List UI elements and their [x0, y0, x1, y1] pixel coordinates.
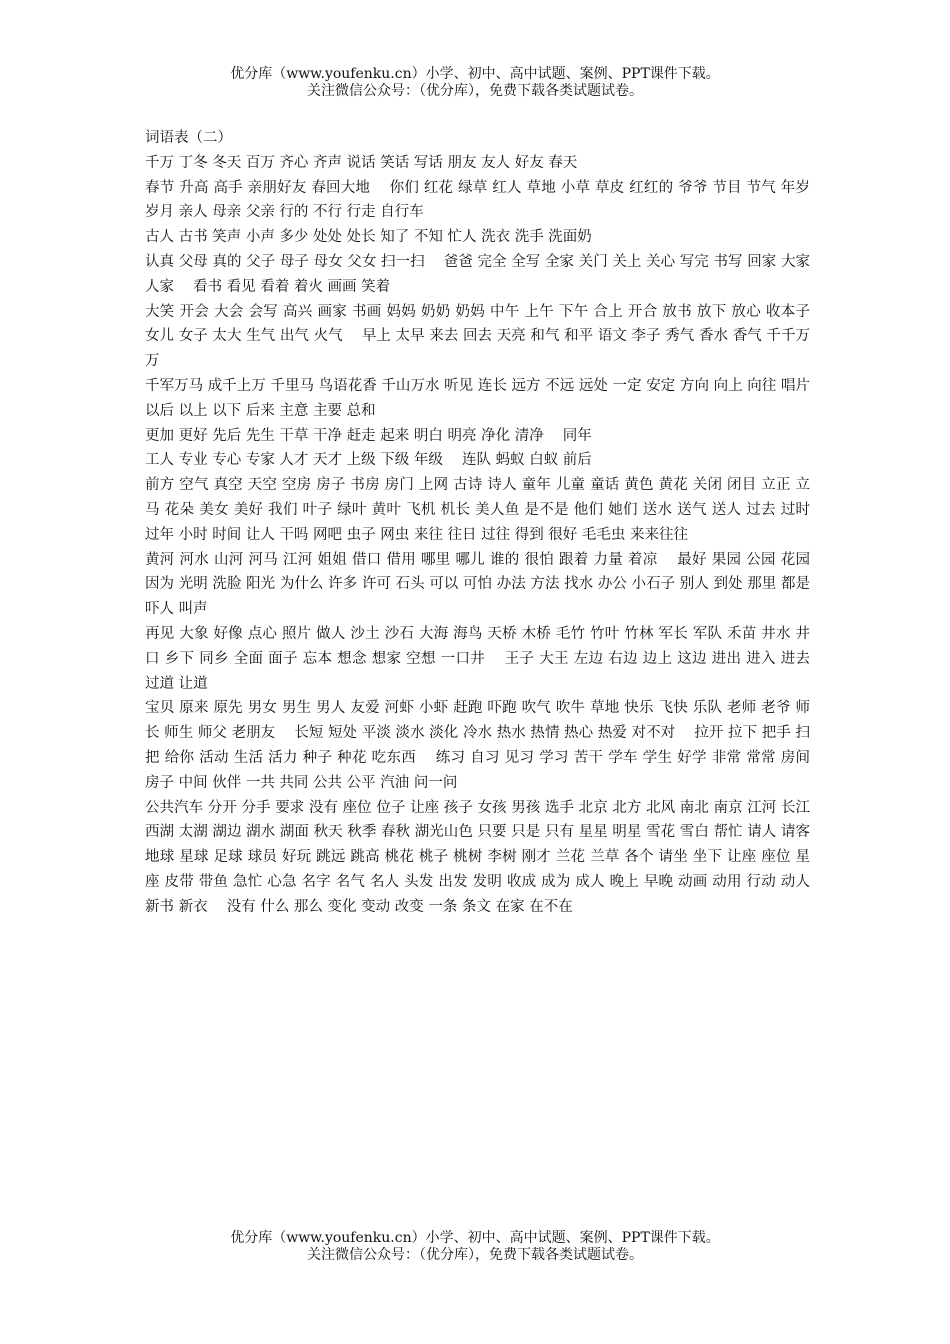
document-body — [145, 126, 830, 920]
word-list-paragraph: 千万 丁冬 冬天 百万 齐心 齐声 说话 笑话 写话 朋友 友人 好友 春天 — [145, 154, 578, 171]
word-list-paragraph: 黄河 河水 山河 河马 江河 姐姐 借口 借用 哪里 哪儿 谁的 很怕 跟着 力量 着凉 最好 果园 公园 花园 因为 光明 洗脸 阳光 为什么 许多 许可 石头 可以 可怕 办法 方法 找水 办公 小石子 别人 到处 那里 都是 吓人 叫声 — [145, 551, 810, 618]
word-list-paragraph: 前方 空气 真空 天空 空房 房子 书房 房门 上网 古诗 诗人 童年 儿童 童话 黄色 黄花 关闭 闭目 立正 立马 花朵 美女 美好 我们 叶子 绿叶 黄叶 飞机 机长 美人鱼 是不是 他们 她们 送水 送气 送人 过去 过时 过年 小时 时间 让人 干吗 网吧 虫子 网虫 来往 往日 过往 得到 很好 毛毛虫 来来往往 — [145, 477, 810, 543]
word-list-paragraph: 公共汽车 分开 分手 要求 没有 座位 位子 让座 孩子 女孩 男孩 选手 北京 北方 北风 南北 南京 江河 长江 西湖 太湖 湖边 湖水 湖面 秋天 秋季 春秋 湖光山色 只要 只是 只有 星星 明星 雪花 雪白 帮忙 请人 请客 地球 星球 足球 球员 好玩 跳远 跳高 桃花 桃子 桃树 李树 刚才 兰花 兰草 各个 请坐 坐下 让座 座位 星座 皮带 带鱼 急忙 心急 名字 名气 名人 头发 出发 发明 收成 成为 成人 晚上 早晚 动画 动用 行动 动人 新书 新衣 没有 什么 那么 变化 变动 改变 一条 条文 在家 在不在 — [145, 799, 810, 915]
footer-line-1: 优分库（www.youfenku.cn）小学、初中、高中试题、案例、PPT课件下载。 — [230, 1230, 720, 1246]
word-list-paragraph: 古人 古书 笑声 小声 多少 处处 处长 知了 不知 忙人 洗衣 洗手 洗面奶 — [145, 229, 592, 246]
word-list-paragraph: 千军万马 成千上万 千里马 鸟语花香 千山万水 听见 连长 远方 不远 远处 一定 安定 方向 向上 向往 唱片 以后 以上 以下 后来 主意 主要 总和 — [145, 377, 830, 419]
footer-line-2: 关注微信公众号：（优分库），免费下载各类试题试卷。 — [307, 1247, 643, 1263]
document-title: 词语表（二） — [145, 130, 232, 146]
word-list-paragraph: 再见 大象 好像 点心 照片 做人 沙土 沙石 大海 海鸟 天桥 木桥 毛竹 竹叶 竹林 军长 军队 禾苗 井水 井口 乡下 同乡 全面 面子 忘本 想念 想家 空想 一口井 王子 大王 左边 右边 边上 这边 进出 进入 进去 过道 让道 — [145, 625, 810, 692]
page-header — [0, 66, 950, 100]
header-line-2: 关注微信公众号：（优分库），免费下载各类试题试卷。 — [307, 83, 643, 99]
page-footer — [0, 1230, 950, 1264]
word-list-paragraph: 认真 父母 真的 父子 母子 母女 父女 扫一扫 爸爸 完全 全写 全家 关门 关上 关心 写完 书写 回家 大家 人家 看书 看见 看着 着火 画画 笑着 — [145, 253, 810, 295]
header-line-1: 优分库（www.youfenku.cn）小学、初中、高中试题、案例、PPT课件下载。 — [230, 66, 720, 82]
word-list-paragraph: 工人 专业 专心 专家 人才 天才 上级 下级 年级 连队 蚂蚁 白蚁 前后 — [145, 452, 592, 469]
word-list-paragraph: 更加 更好 先后 先生 干草 干净 赶走 起来 明白 明亮 净化 清净 同年 — [145, 427, 592, 444]
word-list-paragraph: 大笑 开会 大会 会写 高兴 画家 书画 妈妈 奶奶 奶妈 中午 上午 下午 合上 开合 放书 放下 放心 收本子 女儿 女子 太大 生气 出气 火气 早上 太早 来去 回去 天亮 和气 和平 语文 李子 秀气 香水 香气 千千万万 — [145, 303, 810, 370]
word-list-paragraph: 春节 升高 高手 亲朋好友 春回大地 你们 红花 绿草 红人 草地 小草 草皮 红红的 爷爷 节目 节气 年岁 岁月 亲人 母亲 父亲 行的 不行 行走 自行车 — [145, 179, 810, 221]
word-list-paragraph: 宝贝 原来 原先 男女 男生 男人 友爱 河虾 小虾 赶跑 吓跑 吹气 吹牛 草地 快乐 飞快 乐队 老师 老爷 师长 师生 师父 老朋友 长短 短处 平淡 淡水 淡化 冷水 热水 热情 热心 热爱 对不对 拉开 拉下 把手 扫把 给你 活动 生活 活力 种子 种花 吃东西 练习 自习 见习 学习 苦干 学车 学生 好学 非常 常常 房间 房子 中间 伙伴 一共 共同 公共 公平 汽油 问一问 — [145, 700, 810, 791]
